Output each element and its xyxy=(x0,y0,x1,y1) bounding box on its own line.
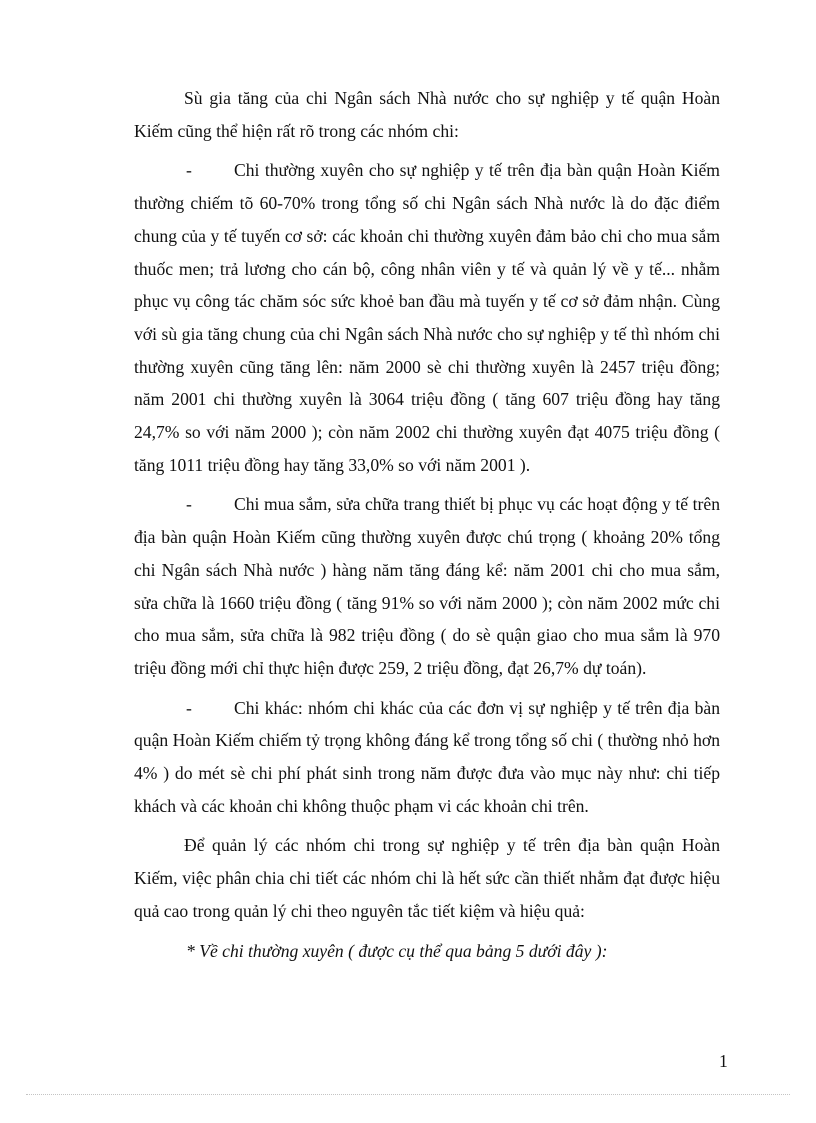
bullet-text: Chi mua sắm, sửa chữa trang thiết bị phục vụ các hoạt động y tế trên địa bàn quận Hoàn Kiếm cũng thường xuyên được chú trọng ( khoảng 20% tổng chi Ngân sách Nhà nước ) hàng năm tăng đáng kể: năm 2001 chi cho mua sắm, sửa chữa là 1660 triệu đồng ( tăng 91% so với năm 2000 ); còn năm 2002 mức chi cho mua sắm, sửa chữa là 982 triệu đồng ( do sè quận giao cho mua sắm là 970 triệu đồng mới chỉ thực hiện được 259, 2 triệu đồng, đạt 26,7% dự toán). xyxy=(134,494,720,678)
table-reference-subheading: * Về chi thường xuyên ( được cụ thể qua bảng 5 dưới đây ): xyxy=(186,940,608,961)
page-number: 1 xyxy=(719,1051,728,1071)
bullet-marker: - xyxy=(186,494,192,515)
management-paragraph: Để quản lý các nhóm chi trong sự nghiệp y tế trên địa bàn quận Hoàn Kiếm, việc phân chia chi tiết các nhóm chi là hết sức cần thiết nhằm đạt được hiệu quả cao trong quản lý chi theo nguyên tắc tiết kiệm và hiệu quả: xyxy=(134,835,720,921)
bullet-recurring-expenditure xyxy=(134,154,720,481)
document-body xyxy=(134,82,720,967)
bullet-marker: - xyxy=(186,697,192,718)
footer-divider xyxy=(26,1094,790,1095)
bullet-text: Chi khác: nhóm chi khác của các đơn vị sự nghiệp y tế trên địa bàn quận Hoàn Kiếm chiếm tỷ trọng không đáng kể trong tổng số chi ( thường nhỏ hơn 4% ) do mét sè chi phí phát sinh trong năm được đưa vào mục này như: chi tiếp khách và các khoản chi không thuộc phạm vi các khoản chi trên. xyxy=(134,697,720,816)
bullet-other-expenditure xyxy=(134,692,720,823)
intro-paragraph: Sù gia tăng của chi Ngân sách Nhà nước cho sự nghiệp y tế quận Hoàn Kiếm cũng thể hiện rất rõ trong các nhóm chi: xyxy=(134,88,720,141)
bullet-marker: - xyxy=(186,160,192,181)
bullet-equipment-procurement xyxy=(134,488,720,684)
bullet-text: Chi thường xuyên cho sự nghiệp y tế trên địa bàn quận Hoàn Kiếm thường chiếm tõ 60-70% trong tổng số chi Ngân sách Nhà nước là do đặc điểm chung của y tế tuyến cơ sở: các khoản chi thường xuyên đảm bảo chi cho mua sắm thuốc men; trả lương cho cán bộ, công nhân viên y tế và quản lý về y tế... nhằm phục vụ công tác chăm sóc sức khoẻ ban đầu mà tuyến y tế cơ sở đảm nhận. Cùng với sù gia tăng chung của chi Ngân sách Nhà nước cho sự nghiệp y tế thì nhóm chi thường xuyên cũng tăng lên: năm 2000 sè chi thường xuyên là 2457 triệu đồng; năm 2001 chi thường xuyên là 3064 triệu đồng ( tăng 607 triệu đồng hay tăng 24,7% so với năm 2000 ); còn năm 2002 chi thường xuyên đạt 4075 triệu đồng ( tăng 1011 triệu đồng hay tăng 33,0% so với năm 2001 ). xyxy=(134,160,720,475)
